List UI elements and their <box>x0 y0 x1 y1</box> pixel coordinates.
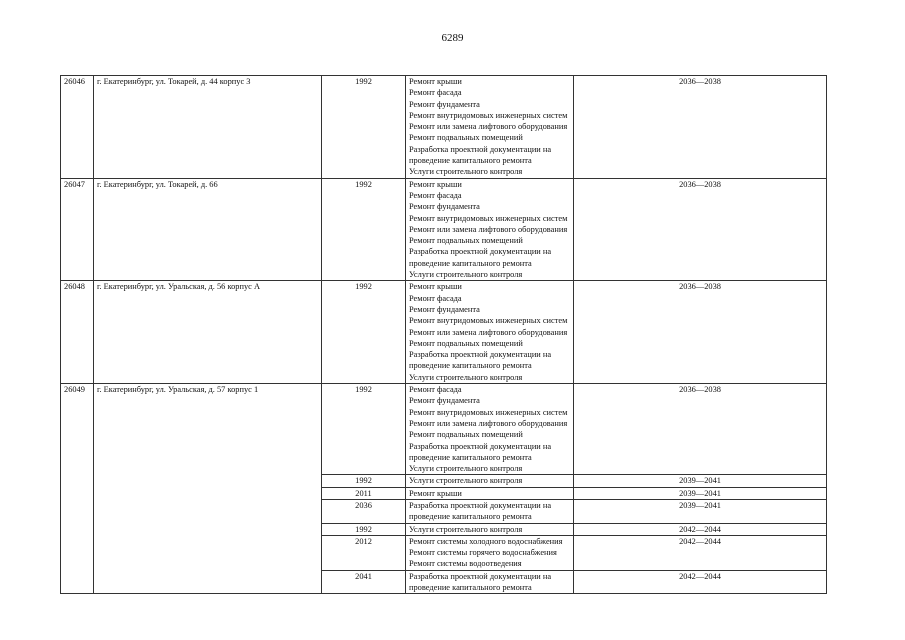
period-value: 2042—2044 <box>679 524 721 534</box>
year-cell <box>322 384 406 475</box>
work-item: Услуги строительного контроля <box>409 524 523 534</box>
works-cell <box>406 475 574 487</box>
work-item: Услуги строительного контроля <box>409 372 523 382</box>
work-item: Ремонт фундамента <box>409 99 480 109</box>
work-item: Ремонт или замена лифтового оборудования <box>409 418 568 428</box>
year-value: 2041 <box>355 571 372 581</box>
year-value: 1992 <box>355 179 372 189</box>
record-number: 26046 <box>64 77 85 86</box>
year-cell <box>322 499 406 523</box>
period-cell <box>574 499 827 523</box>
year-cell <box>322 178 406 281</box>
work-item: Ремонт фундамента <box>409 304 480 314</box>
table-row <box>61 178 827 281</box>
work-item: Разработка проектной документации на <box>409 441 552 451</box>
period-cell <box>574 535 827 570</box>
work-item: Ремонт фасада <box>409 190 462 200</box>
work-item: Разработка проектной документации на <box>409 500 552 510</box>
address-cell <box>94 384 322 594</box>
work-item: Ремонт фундамента <box>409 396 480 406</box>
year-value: 2036 <box>355 500 372 510</box>
works-cell <box>406 487 574 499</box>
works-cell <box>406 384 574 475</box>
work-item: Ремонт крыши <box>409 488 462 498</box>
year-value: 1992 <box>355 524 372 534</box>
year-value: 1992 <box>355 77 372 86</box>
work-item: проведение капитального ремонта <box>409 512 532 522</box>
address: г. Екатеринбург, ул. Уральская, д. 56 корпус А <box>97 282 260 292</box>
work-item: Ремонт фундамента <box>409 202 480 212</box>
year-cell <box>322 487 406 499</box>
work-item: проведение капитального ремонта <box>409 258 532 268</box>
period-value: 2039—2041 <box>679 488 721 498</box>
period-cell <box>574 487 827 499</box>
record-number: 26047 <box>64 179 85 189</box>
work-item: проведение капитального ремонта <box>409 583 532 593</box>
work-item: Ремонт системы водоотведения <box>409 559 522 569</box>
period-value: 2042—2044 <box>679 536 721 546</box>
year-cell <box>322 76 406 179</box>
address-cell <box>94 281 322 384</box>
repair-schedule-table <box>60 75 827 594</box>
address-cell <box>94 76 322 179</box>
work-item: Ремонт подвальных помещений <box>409 338 523 348</box>
period-value: 2036—2038 <box>679 282 721 292</box>
period-value: 2036—2038 <box>679 77 721 86</box>
works-cell <box>406 76 574 179</box>
work-item: Разработка проектной документации на <box>409 144 552 154</box>
works-cell <box>406 499 574 523</box>
period-cell <box>574 570 827 594</box>
table-row <box>61 76 827 179</box>
year-value: 1992 <box>355 476 372 486</box>
record-number-cell <box>61 76 94 179</box>
work-item: Услуги строительного контроля <box>409 167 523 177</box>
work-item: Ремонт подвальных помещений <box>409 430 523 440</box>
period-value: 2039—2041 <box>679 500 721 510</box>
table-row <box>61 384 827 475</box>
work-item: проведение капитального ремонта <box>409 156 532 166</box>
address: г. Екатеринбург, ул. Токарей, д. 44 корпус 3 <box>97 77 251 86</box>
year-value: 2012 <box>355 536 372 546</box>
year-value: 2011 <box>355 488 372 498</box>
work-item: Услуги строительного контроля <box>409 270 523 280</box>
period-cell <box>574 178 827 281</box>
address: г. Екатеринбург, ул. Уральская, д. 57 корпус 1 <box>97 385 259 395</box>
works-cell <box>406 281 574 384</box>
work-item: Разработка проектной документации на <box>409 571 552 581</box>
works-cell <box>406 178 574 281</box>
work-item: Ремонт внутридомовых инженерных систем <box>409 316 568 326</box>
record-number: 26048 <box>64 282 85 292</box>
work-item: Ремонт крыши <box>409 77 462 86</box>
period-cell <box>574 475 827 487</box>
page-number: 6289 <box>441 32 464 44</box>
year-value: 1992 <box>355 282 372 292</box>
work-item: Услуги строительного контроля <box>409 464 523 474</box>
work-item: Услуги строительного контроля <box>409 476 523 486</box>
period-cell <box>574 281 827 384</box>
year-cell <box>322 570 406 594</box>
work-item: Ремонт системы горячего водоснабжения <box>409 548 557 558</box>
record-number: 26049 <box>64 385 85 395</box>
work-item: Ремонт крыши <box>409 282 462 292</box>
work-item: Ремонт внутридомовых инженерных систем <box>409 407 568 417</box>
work-item: проведение капитального ремонта <box>409 452 532 462</box>
work-item: Разработка проектной документации на <box>409 350 552 360</box>
work-item: Разработка проектной документации на <box>409 247 552 257</box>
address: г. Екатеринбург, ул. Токарей, д. 66 <box>97 179 218 189</box>
work-item: Ремонт или замена лифтового оборудования <box>409 224 568 234</box>
period-value: 2036—2038 <box>679 179 721 189</box>
works-cell <box>406 570 574 594</box>
work-item: Ремонт внутридомовых инженерных систем <box>409 213 568 223</box>
works-cell <box>406 535 574 570</box>
record-number-cell <box>61 384 94 594</box>
year-cell <box>322 475 406 487</box>
period-value: 2036—2038 <box>679 385 721 395</box>
year-value: 1992 <box>355 385 372 395</box>
record-number-cell <box>61 281 94 384</box>
record-number-cell <box>61 178 94 281</box>
period-cell <box>574 76 827 179</box>
work-item: Ремонт фасада <box>409 88 462 98</box>
year-cell <box>322 281 406 384</box>
period-cell <box>574 523 827 535</box>
year-cell <box>322 535 406 570</box>
work-item: проведение капитального ремонта <box>409 361 532 371</box>
work-item: Ремонт подвальных помещений <box>409 133 523 143</box>
work-item: Ремонт или замена лифтового оборудования <box>409 122 568 132</box>
work-item: Ремонт фасада <box>409 293 462 303</box>
address-cell <box>94 178 322 281</box>
period-value: 2042—2044 <box>679 571 721 581</box>
works-cell <box>406 523 574 535</box>
work-item: Ремонт или замена лифтового оборудования <box>409 327 568 337</box>
work-item: Ремонт внутридомовых инженерных систем <box>409 110 568 120</box>
work-item: Ремонт крыши <box>409 179 462 189</box>
work-item: Ремонт фасада <box>409 385 462 395</box>
period-value: 2039—2041 <box>679 476 721 486</box>
table-row <box>61 281 827 384</box>
work-item: Ремонт системы холодного водоснабжения <box>409 536 563 546</box>
period-cell <box>574 384 827 475</box>
work-item: Ремонт подвальных помещений <box>409 236 523 246</box>
year-cell <box>322 523 406 535</box>
